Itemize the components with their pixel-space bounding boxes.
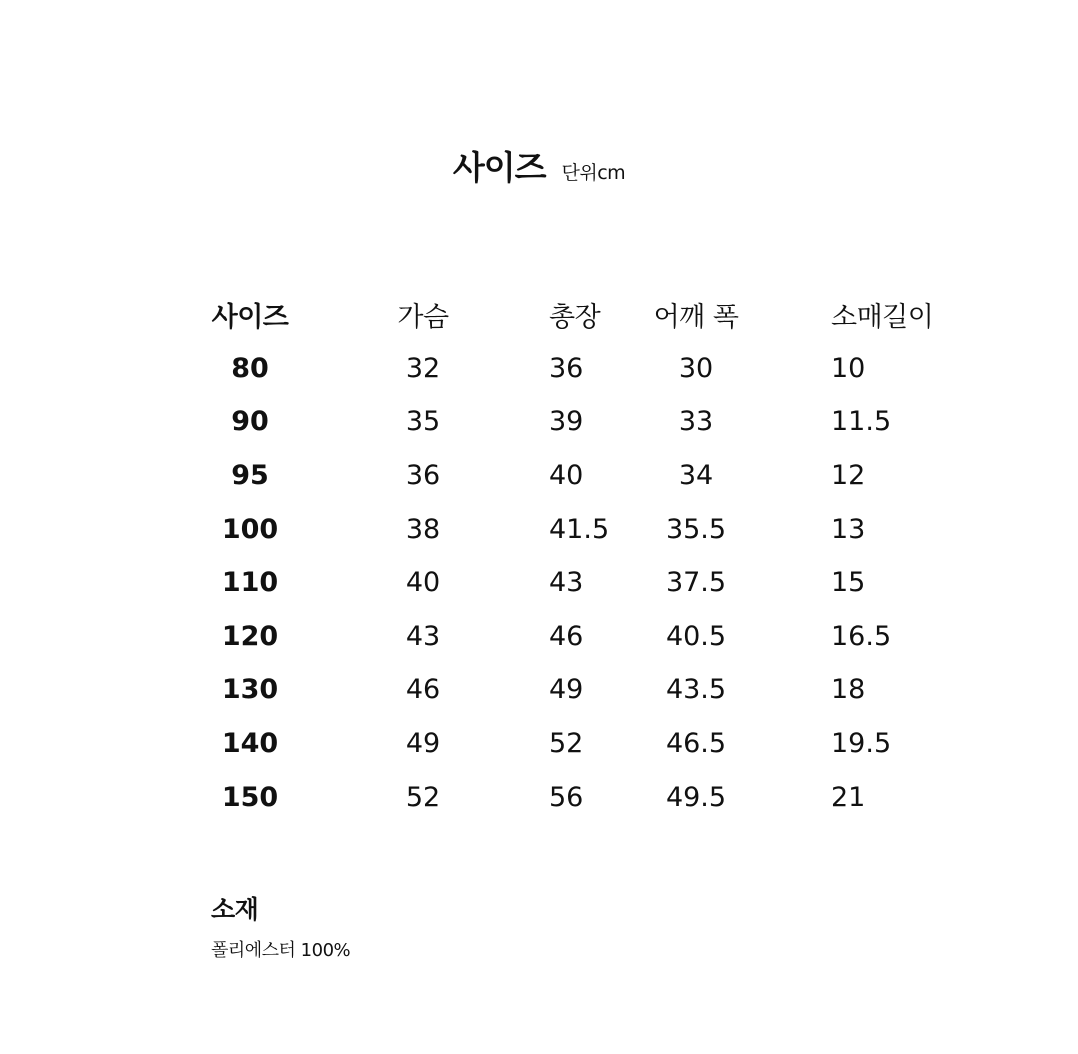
measurement-cell: 10 bbox=[831, 352, 866, 384]
measurement-cell: 16.5 bbox=[831, 620, 892, 652]
column-header: 어깨 폭 bbox=[653, 302, 739, 334]
measurement-cell: 40.5 bbox=[665, 620, 727, 652]
measurement-cell: 40 bbox=[549, 460, 584, 492]
measurement-cell: 35.5 bbox=[665, 513, 727, 545]
measurement-cell: 35 bbox=[405, 406, 441, 438]
unit-label: 단위cm bbox=[561, 162, 626, 184]
size-table bbox=[203, 288, 934, 824]
table-header-row bbox=[203, 288, 847, 342]
table-body bbox=[203, 342, 892, 824]
measurement-cell: 46 bbox=[405, 674, 441, 706]
measurement-cell: 41.5 bbox=[549, 513, 610, 545]
measurement-cell: 15 bbox=[831, 567, 866, 599]
measurement-cell: 13 bbox=[831, 513, 866, 545]
size-cell: 140 bbox=[221, 728, 279, 760]
table-row bbox=[203, 556, 847, 610]
measurement-cell: 49 bbox=[405, 728, 441, 760]
table-row bbox=[203, 610, 847, 664]
size-cell: 95 bbox=[231, 460, 269, 492]
size-cell: 110 bbox=[221, 567, 279, 599]
size-cell: 80 bbox=[231, 352, 269, 384]
measurement-cell: 32 bbox=[405, 352, 441, 384]
size-cell: 90 bbox=[231, 406, 269, 438]
table-row bbox=[203, 449, 847, 503]
header bbox=[0, 142, 1078, 189]
material-value: 폴리에스터 100% bbox=[211, 940, 351, 961]
material-title: 소재 bbox=[211, 895, 259, 924]
table-row bbox=[203, 502, 847, 556]
size-cell: 150 bbox=[221, 781, 279, 813]
column-header: 소매길이 bbox=[831, 302, 934, 334]
measurement-cell: 43 bbox=[549, 567, 584, 599]
measurement-cell: 52 bbox=[549, 728, 584, 760]
measurement-cell: 19.5 bbox=[831, 728, 892, 760]
measurement-cell: 40 bbox=[405, 567, 441, 599]
size-cell: 120 bbox=[221, 620, 279, 652]
table-row bbox=[203, 342, 847, 396]
measurement-cell: 18 bbox=[831, 674, 866, 706]
measurement-cell: 37.5 bbox=[665, 567, 727, 599]
measurement-cell: 33 bbox=[678, 406, 714, 438]
measurement-cell: 34 bbox=[678, 460, 714, 492]
table-row bbox=[203, 395, 847, 449]
size-cell: 130 bbox=[221, 674, 279, 706]
column-header: 가슴 bbox=[397, 302, 449, 334]
measurement-cell: 52 bbox=[405, 781, 441, 813]
measurement-cell: 43.5 bbox=[665, 674, 727, 706]
measurement-cell: 21 bbox=[831, 781, 866, 813]
page-title: 사이즈 bbox=[452, 148, 546, 187]
table-row bbox=[203, 717, 847, 771]
measurement-cell: 38 bbox=[405, 513, 441, 545]
table-row bbox=[203, 663, 847, 717]
measurement-cell: 56 bbox=[549, 781, 584, 813]
measurement-cell: 49 bbox=[549, 674, 584, 706]
measurement-cell: 36 bbox=[549, 352, 584, 384]
column-header: 사이즈 bbox=[211, 302, 289, 334]
measurement-cell: 49.5 bbox=[665, 781, 727, 813]
measurement-cell: 46 bbox=[549, 620, 584, 652]
column-header: 총장 bbox=[549, 302, 601, 334]
measurement-cell: 11.5 bbox=[831, 406, 892, 438]
measurement-cell: 36 bbox=[405, 460, 441, 492]
measurement-cell: 12 bbox=[831, 460, 866, 492]
measurement-cell: 43 bbox=[405, 620, 441, 652]
size-cell: 100 bbox=[221, 513, 279, 545]
measurement-cell: 30 bbox=[678, 352, 714, 384]
measurement-cell: 39 bbox=[549, 406, 584, 438]
measurement-cell: 46.5 bbox=[665, 728, 727, 760]
table-row bbox=[203, 770, 847, 824]
